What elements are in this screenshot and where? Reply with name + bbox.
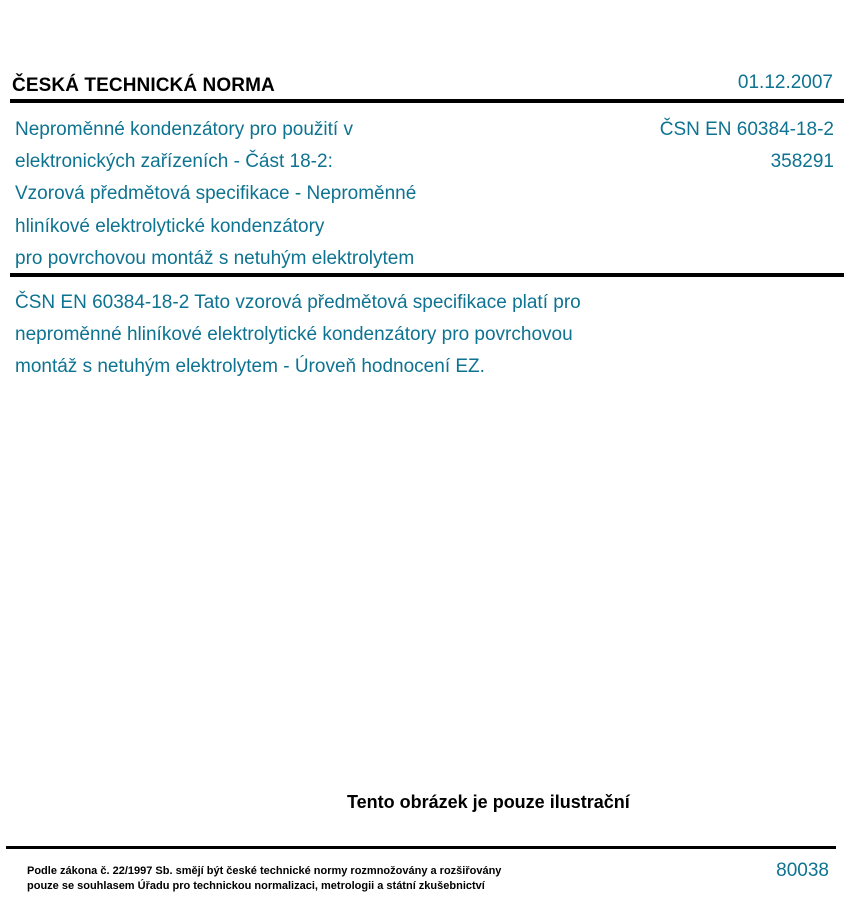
top-divider — [10, 99, 844, 103]
norm-header: ČESKÁ TECHNICKÁ NORMA — [12, 75, 275, 96]
middle-divider — [10, 273, 844, 277]
title-line: pro povrchovou montáž s netuhým elektrolytem — [15, 247, 415, 269]
class-code: 358291 — [770, 151, 834, 173]
document-title — [15, 114, 535, 275]
title-line: Neproměnné kondenzátory pro použití v — [15, 119, 353, 140]
catalog-number: 80038 — [776, 860, 829, 881]
abstract-line: ČSN EN 60384-18-2 Tato vzorová předmětová specifikace platí pro — [15, 292, 581, 313]
abstract-line: montáž s netuhým elektrolytem - Úroveň hodnocení EZ. — [15, 356, 485, 378]
title-line: hliníkové elektrolytické kondenzátory — [15, 215, 325, 237]
legal-line: Podle zákona č. 22/1997 Sb. smějí být české technické normy rozmnožovány a rozšiřovány — [27, 865, 502, 877]
abstract-line: neproměnné hliníkové elektrolytické kondenzátory pro povrchovou — [15, 324, 573, 346]
issue-date: 01.12.2007 — [737, 72, 833, 93]
standard-codes — [660, 114, 834, 178]
legal-line: pouze se souhlasem Úřadu pro technickou normalizaci, metrologii a státní zkušebnictví — [27, 880, 485, 892]
legal-notice — [27, 864, 501, 894]
abstract — [15, 287, 775, 384]
title-line: elektronických zařízeních - Část 18-2: — [15, 151, 333, 173]
standard-number: ČSN EN 60384-18-2 — [659, 119, 834, 140]
footer-divider — [6, 846, 836, 849]
illustration-note: Tento obrázek je pouze ilustrační — [347, 792, 630, 812]
title-line: Vzorová předmětová specifikace - Neproměnné — [15, 183, 417, 205]
